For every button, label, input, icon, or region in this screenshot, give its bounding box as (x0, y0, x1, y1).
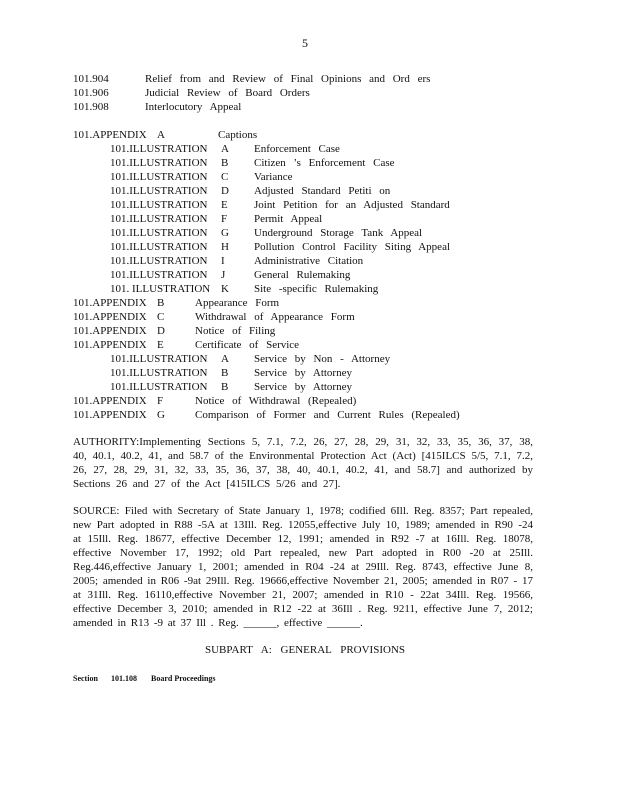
appendix-letter: D (157, 325, 165, 337)
illustration-title: Enforcement Case (254, 143, 340, 155)
illustration-letter: C (221, 171, 229, 183)
illustration-letter: F (221, 213, 228, 225)
section-number: 101.108 (111, 674, 137, 683)
illustration-title: Underground Storage Tank Appeal (254, 227, 423, 239)
illustration-title: General Rulemaking (254, 269, 351, 281)
illustration-label: 101.ILLUSTRATION (110, 367, 208, 379)
illustration-label: 101.ILLUSTRATION (110, 381, 208, 393)
illustration-title: Joint Petition for an Adjusted Standard (254, 199, 450, 211)
illustration-letter: D (221, 185, 229, 197)
appendix-letter: E (157, 339, 164, 351)
illustration-label: 101.ILLUSTRATION (110, 199, 208, 211)
illustration-title: Citizen ’s Enforcement Case (254, 157, 395, 169)
illustration-letter: B (221, 367, 229, 379)
appendix-letter: B (157, 297, 165, 309)
illustration-label: 101.ILLUSTRATION (110, 269, 208, 281)
illustration-letter: I (221, 255, 225, 267)
illustration-label: 101.ILLUSTRATION (110, 255, 208, 267)
source-paragraph: SOURCE: Filed with Secretary of State January 1, 1978; codified 6Ill. Reg. 8357; Part repealed, new Part adopted in R88 -5A at 13Ill. Reg. 12055,effective July 10, 1989; amended in R90 -24 at 15Ill. Reg. 18677, effective December 12, 1991; amended in R92 -7 at 16Ill. Reg. 18078, effective November 17, 1992; old Part repealed, new Part adopted in R00 -20 at 25Ill. Reg.446,effective January 1, 2001; amended in R04 -24 at 29Ill. Reg. 8743, effective June 8, 2005; amended in R06 -9at 29Ill. Reg. 19666,effective November 21, 2005; amended in R07 - 17 at 31Ill. Reg. 16110,effective November 21, 2007; amended in R10 - 22at 34Ill. Reg. 19566, effective December 3, 2010; amended in R12 -22 at 36Ill . Reg. 9211, effective June 7, 2012; amended in R13 -9 at 37 Ill . Reg. ______, effective ______. (73, 505, 533, 629)
illustration-letter: A (221, 143, 229, 155)
illustration-letter: H (221, 241, 229, 253)
appendix-title: Withdrawal of Appearance Form (195, 311, 355, 323)
appendix-letter: C (157, 311, 165, 323)
illustration-title: Pollution Control Facility Siting Appeal (254, 241, 451, 253)
appendix-label: 101.APPENDIX (73, 325, 147, 337)
illustration-label: 101.ILLUSTRATION (110, 171, 208, 183)
appendix-label: 101.APPENDIX (73, 129, 147, 141)
appendix-letter: A (157, 129, 165, 141)
illustration-title: Service by Attorney (254, 367, 352, 379)
illustration-letter: K (221, 283, 229, 295)
toc-entry-title: Judicial Review of Board Orders (145, 87, 310, 99)
illustration-title: Permit Appeal (254, 213, 323, 225)
appendix-label: 101.APPENDIX (73, 395, 147, 407)
illustration-letter: E (221, 199, 228, 211)
illustration-letter: A (221, 353, 229, 365)
toc-entry-title: Interlocutory Appeal (145, 101, 242, 113)
appendix-title: Notice of Filing (195, 325, 276, 337)
appendix-title: Certificate of Service (195, 339, 300, 351)
illustration-label: 101.ILLUSTRATION (110, 185, 208, 197)
illustration-letter: B (221, 381, 229, 393)
authority-paragraph: AUTHORITY:Implementing Sections 5, 7.1, 7.2, 26, 27, 28, 29, 31, 32, 33, 35, 36, 37, 38, 40, 40.1, 40.2, 41, and 58.7 of the Environmental Protection Act (Act) [415ILCS 5/5, 7.1, 7.2, 26, 27, 28, 29, 31, 32, 33, 35, 36, 37, 38, 40, 40.1, 40.2, 41, and 58.7] and authorized by Sections 26 and 27 of the Act [415ILCS 5/26 and 27]. (73, 436, 533, 490)
illustration-label: 101.ILLUSTRATION (110, 353, 208, 365)
appendix-title: Captions (218, 129, 258, 141)
appendix-title: Appearance Form (195, 297, 280, 309)
illustration-title: Site -specific Rulemaking (254, 283, 379, 295)
illustration-letter: G (221, 227, 229, 239)
toc-entry-number: 101.908 (73, 101, 109, 113)
illustration-title: Adjusted Standard Petiti on (254, 185, 391, 197)
illustration-title: Administrative Citation (254, 255, 364, 267)
appendix-label: 101.APPENDIX (73, 297, 147, 309)
toc-entry-title: Relief from and Review of Final Opinions and Ord ers (145, 73, 431, 85)
appendix-label: 101.APPENDIX (73, 339, 147, 351)
illustration-label: 101.ILLUSTRATION (110, 227, 208, 239)
illustration-title: Variance (254, 171, 293, 183)
illustration-label: 101.ILLUSTRATION (110, 157, 208, 169)
illustration-label: 101.ILLUSTRATION (110, 213, 208, 225)
section-title: Board Proceedings (151, 674, 216, 683)
appendix-letter: F (157, 395, 164, 407)
toc-entry-number: 101.904 (73, 73, 109, 85)
illustration-letter: J (221, 269, 226, 281)
illustration-label: 101.ILLUSTRATION (110, 143, 208, 155)
appendix-letter: G (157, 409, 165, 421)
page-number: 5 (302, 36, 308, 50)
illustration-label: 101. ILLUSTRATION (110, 283, 211, 295)
illustration-title: Service by Non - Attorney (254, 353, 391, 365)
toc-entry-number: 101.906 (73, 87, 109, 99)
section-label: Section (73, 674, 98, 683)
subpart-heading: SUBPART A: GENERAL PROVISIONS (205, 644, 405, 656)
illustration-letter: B (221, 157, 229, 169)
appendix-title: Notice of Withdrawal (Repealed) (195, 395, 357, 407)
illustration-title: Service by Attorney (254, 381, 352, 393)
illustration-label: 101.ILLUSTRATION (110, 241, 208, 253)
appendix-label: 101.APPENDIX (73, 409, 147, 421)
appendix-label: 101.APPENDIX (73, 311, 147, 323)
appendix-title: Comparison of Former and Current Rules (Repealed) (195, 409, 460, 421)
